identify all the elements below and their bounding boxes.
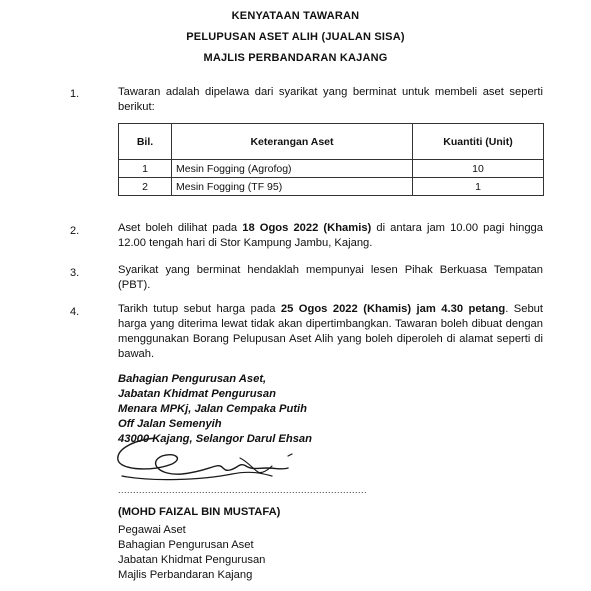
- item-text-4: Tarikh tutup sebut harga pada 25 Ogos 2022 (Khamis) jam 4.30 petang. Sebut harga yang diterima lewat tidak akan dipertimbangkan. Tawaran boleh dibuat dengan menggunakan Borang Pelupusan Aset Alih yang boleh diperoleh di alamat seperti di bawah.: [118, 303, 543, 360]
- table-cell-quantity: 1: [413, 178, 544, 196]
- signatory-line: Jabatan Khidmat Pengurusan: [118, 554, 266, 566]
- header-organisation: MAJLIS PERBANDARAN KAJANG: [203, 52, 388, 64]
- header-subtitle: PELUPUSAN ASET ALIH (JUALAN SISA): [186, 31, 405, 43]
- table-cell-quantity: 10: [413, 160, 544, 178]
- address-line: 43000 Kajang, Selangor Darul Ehsan: [118, 433, 312, 445]
- column-header-bil: Bil.: [119, 124, 172, 160]
- signatory-details: [118, 523, 265, 583]
- signature-line: ...................................................................................: [118, 485, 368, 495]
- signatory-line: Bahagian Pengurusan Aset: [118, 539, 254, 551]
- signatory-line: Pegawai Aset: [118, 524, 186, 536]
- address-line: Bahagian Pengurusan Aset,: [118, 373, 267, 385]
- table-cell-bil: 1: [119, 160, 172, 178]
- signatory-line: Majlis Perbandaran Kajang: [118, 569, 253, 581]
- table-header-row: [119, 124, 544, 160]
- table-cell-description: Mesin Fogging (Agrofog): [172, 160, 413, 178]
- signatory-name: (MOHD FAIZAL BIN MUSTAFA): [118, 506, 281, 518]
- item-number-2: 2.: [70, 225, 80, 237]
- table-row: [119, 160, 544, 178]
- address-line: Off Jalan Semenyih: [118, 418, 222, 430]
- table-cell-description: Mesin Fogging (TF 95): [172, 178, 413, 196]
- item-number-3: 3.: [70, 267, 80, 279]
- asset-table: [118, 123, 544, 196]
- item-number-4: 4.: [70, 306, 80, 318]
- item-text-3: Syarikat yang berminat hendaklah mempunyai lesen Pihak Berkuasa Tempatan (PBT).: [118, 264, 543, 291]
- table-row: [119, 178, 544, 196]
- item-text-1: Tawaran adalah dipelawa dari syarikat yang berminat untuk membeli aset seperti berikut:: [118, 86, 543, 113]
- column-header-description: Keterangan Aset: [172, 124, 413, 160]
- address-line: Jabatan Khidmat Pengurusan: [118, 388, 276, 400]
- header-title: KENYATAAN TAWARAN: [231, 10, 360, 22]
- column-header-quantity: Kuantiti (Unit): [413, 124, 544, 160]
- table-cell-bil: 2: [119, 178, 172, 196]
- address-line: Menara MPKj, Jalan Cempaka Putih: [118, 403, 308, 415]
- item-text-2: Aset boleh dilihat pada 18 Ogos 2022 (Khamis) di antara jam 10.00 pagi hingga 12.00 tengah hari di Stor Kampung Jambu, Kajang.: [118, 222, 543, 249]
- item-number-1: 1.: [70, 88, 80, 100]
